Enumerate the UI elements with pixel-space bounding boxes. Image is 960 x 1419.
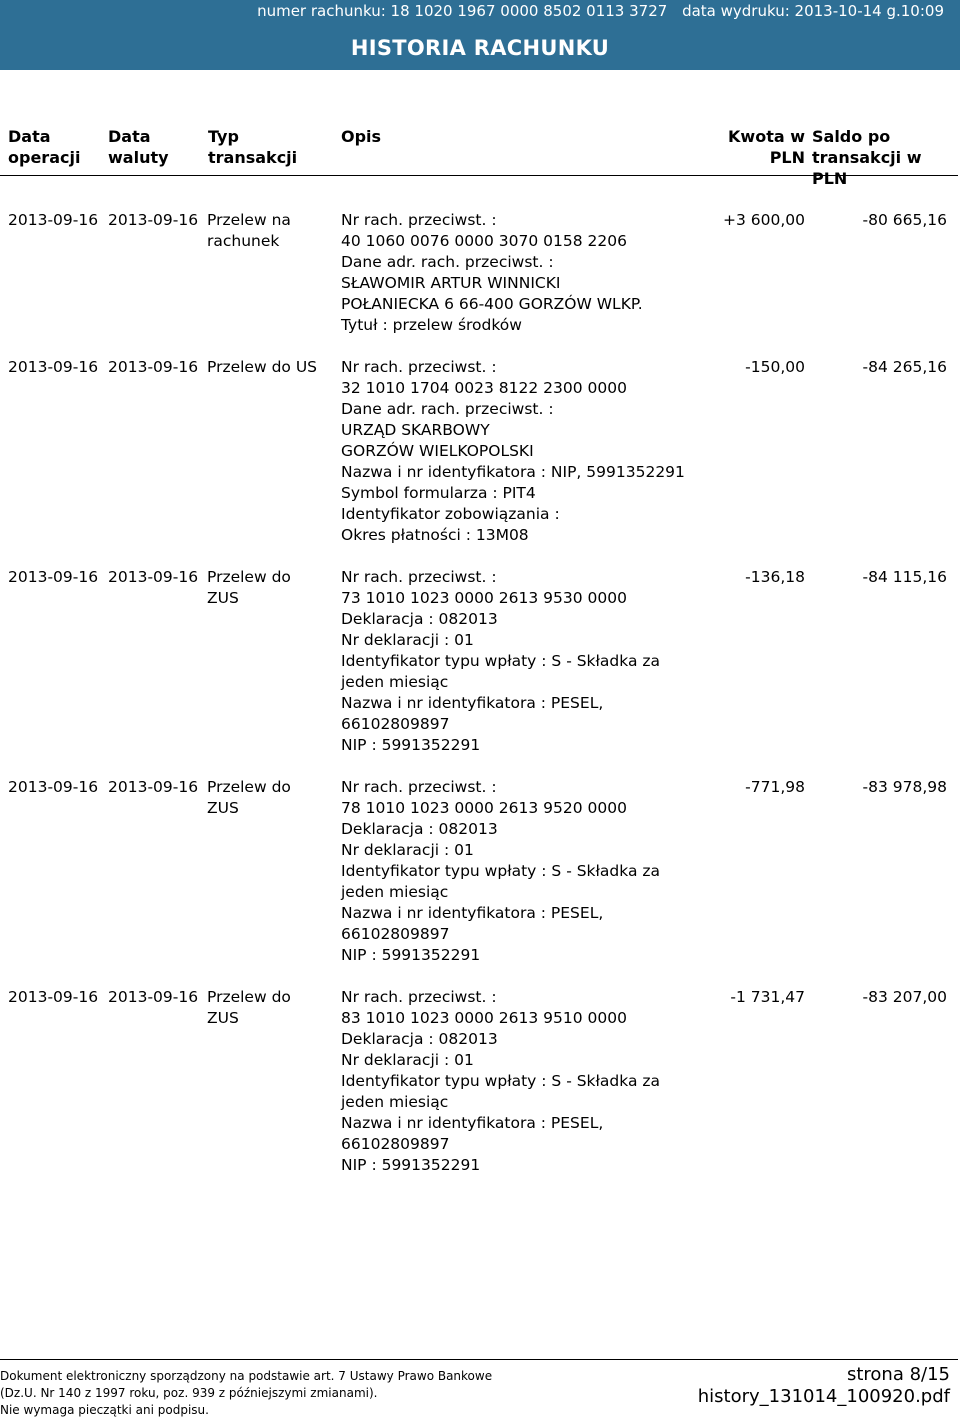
transaction-type: Przelew do ZUS — [207, 988, 291, 1027]
header-bar — [0, 0, 960, 70]
description-line: Identyfikator typu wpłaty : S - Składka za — [341, 862, 661, 880]
description-line: POŁANIECKA 6 66-400 GORZÓW WLKP. — [341, 295, 643, 313]
balance-after: -84 265,16 — [862, 358, 947, 376]
page-number: strona 8/15 — [846, 1364, 950, 1385]
description-line: Nazwa i nr identyfikatora : PESEL, — [341, 904, 604, 922]
description-line: Nazwa i nr identyfikatora : PESEL, — [341, 694, 604, 712]
transaction-description — [341, 210, 681, 336]
description-line: Dane adr. rach. przeciwst. : — [341, 400, 554, 418]
description-line: Deklaracja : 082013 — [341, 1030, 498, 1048]
operation-date: 2013-09-16 — [8, 211, 99, 229]
description-line: NIP : 5991352291 — [341, 1156, 481, 1174]
description-line: 40 1060 0076 0000 3070 0158 2206 — [341, 232, 627, 250]
description-line: Symbol formularza : PIT4 — [341, 484, 536, 502]
transaction-description — [341, 777, 681, 966]
header-balance: Saldo po transakcji w PLN — [812, 127, 922, 188]
transaction-amount: +3 600,00 — [722, 211, 805, 229]
transaction-description — [341, 567, 681, 756]
footer-page-info — [698, 1364, 950, 1408]
print-date: data wydruku: 2013-10-14 g.10:09 — [682, 2, 944, 20]
header-date: Data operacji — [8, 127, 81, 167]
description-line: Nr rach. przeciwst. : — [341, 988, 497, 1006]
balance-after: -83 978,98 — [862, 778, 947, 796]
description-line: NIP : 5991352291 — [341, 946, 481, 964]
description-line: Deklaracja : 082013 — [341, 820, 498, 838]
value-date: 2013-09-16 — [108, 358, 199, 376]
description-line: Nr rach. przeciwst. : — [341, 211, 497, 229]
description-line: Nr rach. przeciwst. : — [341, 358, 497, 376]
transaction-amount: -136,18 — [745, 568, 805, 586]
description-line: Deklaracja : 082013 — [341, 610, 498, 628]
description-line: Nazwa i nr identyfikatora : NIP, 5991352291 — [341, 463, 685, 481]
description-line: Nr rach. przeciwst. : — [341, 568, 497, 586]
transaction-table — [0, 210, 960, 1197]
table-row — [0, 357, 960, 546]
legal-line: (Dz.U. Nr 140 z 1997 roku, poz. 939 z późniejszymi zmianami). — [0, 1386, 378, 1400]
transaction-type: Przelew do ZUS — [207, 778, 291, 817]
header-meta — [247, 2, 944, 20]
header-type: Typ transakcji — [208, 127, 298, 167]
transaction-amount: -771,98 — [745, 778, 805, 796]
description-line: Identyfikator typu wpłaty : S - Składka za — [341, 1072, 661, 1090]
account-number: numer rachunku: 18 1020 1967 0000 8502 0113 3727 — [257, 2, 668, 20]
description-line: SŁAWOMIR ARTUR WINNICKI — [341, 274, 561, 292]
description-line: NIP : 5991352291 — [341, 736, 481, 754]
table-row — [0, 987, 960, 1176]
description-line: jeden miesiąc — [341, 1093, 449, 1111]
description-line: URZĄD SKARBOWY — [341, 421, 490, 439]
transaction-type: Przelew na rachunek — [207, 211, 291, 250]
transaction-amount: -1 731,47 — [730, 988, 805, 1006]
header-divider — [0, 175, 958, 176]
transaction-type: Przelew do US — [207, 358, 317, 376]
balance-after: -80 665,16 — [862, 211, 947, 229]
legal-line: Nie wymaga pieczątki ani podpisu. — [0, 1403, 209, 1417]
table-row — [0, 210, 960, 336]
description-line: Nr deklaracji : 01 — [341, 841, 474, 859]
description-line: 32 1010 1704 0023 8122 2300 0000 — [341, 379, 627, 397]
table-row — [0, 777, 960, 966]
value-date: 2013-09-16 — [108, 778, 199, 796]
operation-date: 2013-09-16 — [8, 568, 99, 586]
value-date: 2013-09-16 — [108, 988, 199, 1006]
description-line: 73 1010 1023 0000 2613 9530 0000 — [341, 589, 627, 607]
header-value-date: Data waluty — [108, 127, 169, 167]
description-line: 83 1010 1023 0000 2613 9510 0000 — [341, 1009, 627, 1027]
description-line: 66102809897 — [341, 1135, 450, 1153]
description-line: Dane adr. rach. przeciwst. : — [341, 253, 554, 271]
description-line: 66102809897 — [341, 925, 450, 943]
file-name: history_131014_100920.pdf — [697, 1386, 950, 1407]
operation-date: 2013-09-16 — [8, 358, 99, 376]
table-header — [0, 126, 960, 188]
table-row — [0, 567, 960, 756]
description-line: Nr rach. przeciwst. : — [341, 778, 497, 796]
footer-legal-note — [0, 1368, 520, 1419]
header-amount: Kwota w PLN — [728, 127, 805, 167]
operation-date: 2013-09-16 — [8, 988, 99, 1006]
transaction-type: Przelew do ZUS — [207, 568, 291, 607]
description-line: Identyfikator typu wpłaty : S - Składka za — [341, 652, 661, 670]
document-title: HISTORIA RACHUNKU — [350, 36, 610, 60]
footer-divider — [0, 1359, 958, 1360]
value-date: 2013-09-16 — [108, 568, 199, 586]
description-line: 78 1010 1023 0000 2613 9520 0000 — [341, 799, 627, 817]
description-line: Nr deklaracji : 01 — [341, 1051, 474, 1069]
transaction-description — [341, 357, 685, 546]
description-line: 66102809897 — [341, 715, 450, 733]
operation-date: 2013-09-16 — [8, 778, 99, 796]
description-line: jeden miesiąc — [341, 673, 449, 691]
description-line: Nazwa i nr identyfikatora : PESEL, — [341, 1114, 604, 1132]
balance-after: -83 207,00 — [862, 988, 947, 1006]
description-line: Tytuł : przelew środków — [341, 316, 522, 334]
description-line: Okres płatności : 13M08 — [341, 526, 529, 544]
description-line: jeden miesiąc — [341, 883, 449, 901]
description-line: GORZÓW WIELKOPOLSKI — [341, 442, 534, 460]
legal-line: Dokument elektroniczny sporządzony na podstawie art. 7 Ustawy Prawo Bankowe — [0, 1369, 493, 1383]
header-description: Opis — [341, 127, 382, 146]
description-line: Identyfikator zobowiązania : — [341, 505, 560, 523]
transaction-amount: -150,00 — [745, 358, 805, 376]
balance-after: -84 115,16 — [862, 568, 947, 586]
transaction-description — [341, 987, 681, 1176]
description-line: Nr deklaracji : 01 — [341, 631, 474, 649]
value-date: 2013-09-16 — [108, 211, 199, 229]
